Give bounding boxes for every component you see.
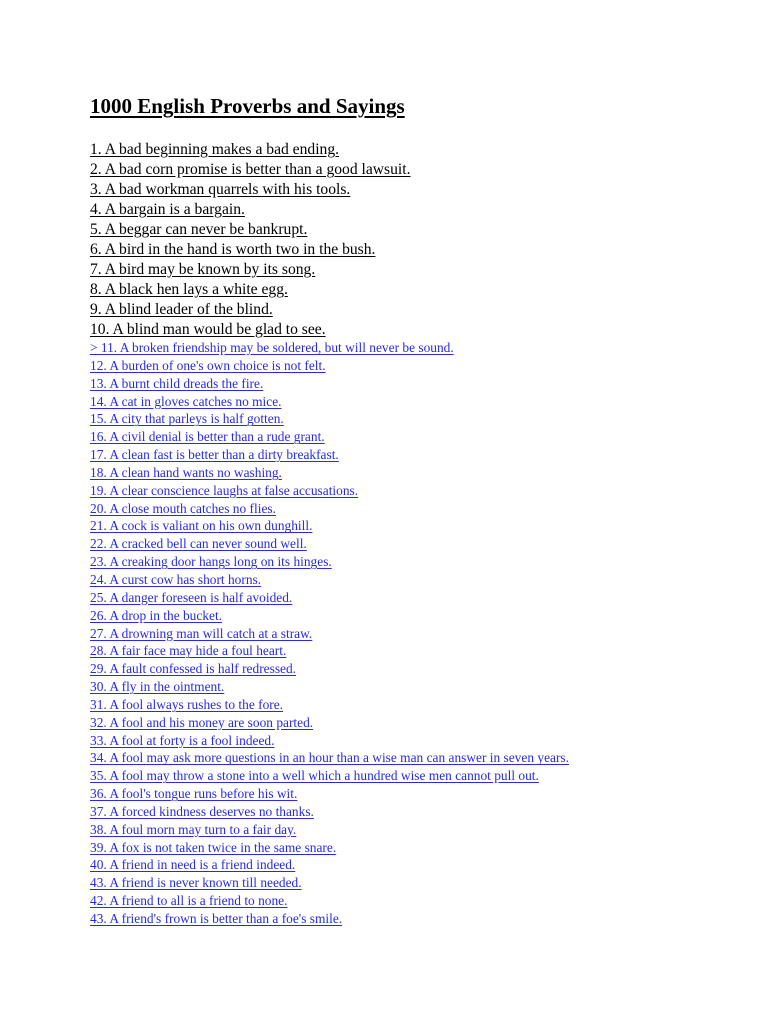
list-item <box>90 446 569 464</box>
proverb-link[interactable]: 15. A city that parleys is half gotten. <box>90 411 284 427</box>
proverb-link[interactable]: 19. A clear conscience laughs at false accusations. <box>90 482 359 498</box>
list-item <box>90 280 410 300</box>
proverb-link[interactable]: 30. A fly in the ointment. <box>90 679 225 695</box>
proverb-link[interactable]: 22. A cracked bell can never sound well. <box>90 536 307 552</box>
proverb-link[interactable]: 18. A clean hand wants no washing. <box>90 464 282 480</box>
list-item <box>90 607 569 625</box>
list-item <box>90 160 410 180</box>
proverb-link[interactable]: 29. A fault confessed is half redressed. <box>90 661 297 677</box>
list-item <box>90 482 569 500</box>
list-item <box>90 339 569 357</box>
proverb-text: 3. A bad workman quarrels with his tools. <box>90 181 351 198</box>
proverb-text: 4. A bargain is a bargain. <box>90 201 245 218</box>
proverb-link[interactable]: 21. A cock is valiant on his own dunghill. <box>90 518 313 534</box>
list-item <box>90 767 569 785</box>
list-item <box>90 220 410 240</box>
proverb-link[interactable]: 12. A burden of one's own choice is not felt. <box>90 357 326 373</box>
list-item <box>90 535 569 553</box>
list-item <box>90 140 410 160</box>
proverb-link[interactable]: 17. A clean fast is better than a dirty breakfast. <box>90 447 339 463</box>
proverb-link[interactable]: 25. A danger foreseen is half avoided. <box>90 589 293 605</box>
proverb-link[interactable]: 24. A curst cow has short horns. <box>90 571 262 587</box>
list-item <box>90 375 569 393</box>
document-title: 1000 English Proverbs and Sayings <box>90 94 405 118</box>
list-item <box>90 240 410 260</box>
list-item <box>90 856 569 874</box>
list-item <box>90 320 410 340</box>
list-item <box>90 678 569 696</box>
list-item <box>90 357 569 375</box>
proverb-link[interactable]: 36. A fool's tongue runs before his wit. <box>90 786 298 802</box>
proverb-text: 5. A beggar can never be bankrupt. <box>90 221 308 238</box>
list-item <box>90 803 569 821</box>
proverb-link[interactable]: 35. A fool may throw a stone into a well which a hundred wise men cannot pull out. <box>90 768 539 784</box>
list-item <box>90 464 569 482</box>
list-item <box>90 428 569 446</box>
proverb-link[interactable]: 16. A civil denial is better than a rude grant. <box>90 429 325 445</box>
list-item <box>90 589 569 607</box>
list-item <box>90 874 569 892</box>
proverb-link[interactable]: 20. A close mouth catches no flies. <box>90 500 276 516</box>
list-item <box>90 785 569 803</box>
list-item <box>90 696 569 714</box>
proverb-link[interactable]: 14. A cat in gloves catches no mice. <box>90 393 282 409</box>
proverb-link[interactable]: 43. A friend is never known till needed. <box>90 875 302 891</box>
list-item <box>90 500 569 518</box>
proverb-text: 6. A bird in the hand is worth two in the bush. <box>90 241 376 258</box>
list-item <box>90 892 569 910</box>
proverb-list-links <box>90 339 569 928</box>
list-item <box>90 393 569 411</box>
proverb-link[interactable]: 40. A friend in need is a friend indeed. <box>90 857 296 873</box>
list-item <box>90 260 410 280</box>
proverb-link[interactable]: 37. A forced kindness deserves no thanks. <box>90 803 314 819</box>
proverb-link[interactable]: 33. A fool at forty is a fool indeed. <box>90 732 275 748</box>
proverb-list-plain <box>90 140 410 340</box>
proverb-link[interactable]: 43. A friend's frown is better than a foe's smile. <box>90 911 343 926</box>
list-item <box>90 749 569 767</box>
proverb-link[interactable]: 23. A creaking door hangs long on its hinges. <box>90 554 332 570</box>
proverb-link[interactable]: 38. A foul morn may turn to a fair day. <box>90 821 297 837</box>
proverb-link[interactable]: 42. A friend to all is a friend to none. <box>90 893 288 909</box>
list-item <box>90 821 569 839</box>
proverb-link[interactable]: 13. A burnt child dreads the fire. <box>90 375 264 391</box>
proverb-text: 2. A bad corn promise is better than a good lawsuit. <box>90 161 411 178</box>
list-item <box>90 180 410 200</box>
proverb-link[interactable]: 26. A drop in the bucket. <box>90 607 223 623</box>
list-item <box>90 300 410 320</box>
proverb-link[interactable]: 34. A fool may ask more questions in an hour than a wise man can answer in seven years. <box>90 750 569 766</box>
proverb-link[interactable]: 27. A drowning man will catch at a straw. <box>90 625 313 641</box>
list-item <box>90 410 569 428</box>
list-item <box>90 200 410 220</box>
proverb-text: 1. A bad beginning makes a bad ending. <box>90 141 340 158</box>
proverb-link[interactable]: > 11. A broken friendship may be soldered, but will never be sound. <box>90 340 454 355</box>
list-item <box>90 660 569 678</box>
list-item <box>90 910 569 928</box>
list-item <box>90 517 569 535</box>
list-item <box>90 553 569 571</box>
list-item <box>90 714 569 732</box>
proverb-text: 7. A bird may be known by its song. <box>90 261 316 278</box>
proverb-link[interactable]: 28. A fair face may hide a foul heart. <box>90 643 287 659</box>
proverb-text: 10. A blind man would be glad to see. <box>90 321 326 338</box>
list-item <box>90 642 569 660</box>
list-item <box>90 625 569 643</box>
list-item <box>90 732 569 750</box>
proverb-link[interactable]: 32. A fool and his money are soon parted. <box>90 714 314 730</box>
proverb-link[interactable]: 31. A fool always rushes to the fore. <box>90 696 284 712</box>
proverb-text: 8. A black hen lays a white egg. <box>90 281 288 298</box>
proverb-link[interactable]: 39. A fox is not taken twice in the same snare. <box>90 839 337 855</box>
list-item <box>90 839 569 857</box>
proverb-text: 9. A blind leader of the blind. <box>90 301 273 318</box>
list-item <box>90 571 569 589</box>
